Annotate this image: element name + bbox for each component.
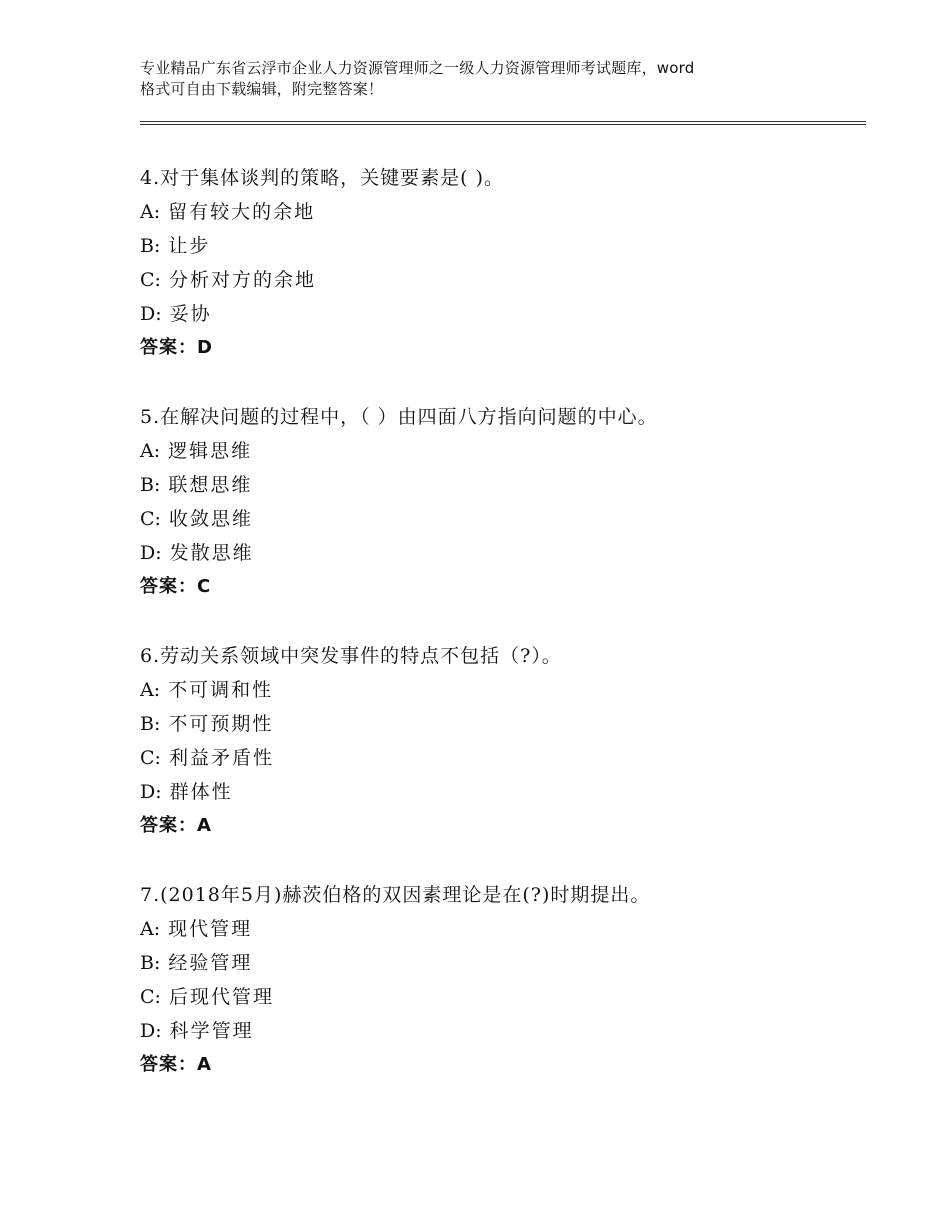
- question-stem: 6.劳动关系领域中突发事件的特点不包括（?）。: [140, 645, 562, 667]
- option-letter: A:: [140, 201, 161, 223]
- option-text: 分析对方的余地: [160, 269, 316, 291]
- option-letter: C:: [140, 747, 161, 769]
- option-text: 现代管理: [160, 918, 253, 940]
- option-b: [140, 468, 860, 502]
- option-text: 妥协: [161, 303, 212, 325]
- option-a: [140, 434, 860, 468]
- option-text: 群体性: [161, 781, 233, 803]
- option-text: 让步: [160, 235, 211, 257]
- option-letter: A:: [140, 440, 161, 462]
- option-letter: D:: [140, 781, 162, 803]
- option-d: [140, 1014, 860, 1048]
- answer-line: 答案：C: [140, 576, 212, 597]
- option-text: 利益矛盾性: [160, 747, 274, 769]
- option-d: [140, 536, 860, 570]
- option-text: 收敛思维: [160, 508, 253, 530]
- document-header: [140, 58, 840, 100]
- option-letter: C:: [140, 508, 161, 530]
- option-text: 发散思维: [161, 542, 254, 564]
- question-stem: 7.(2018年5月)赫茨伯格的双因素理论是在(?)时期提出。: [140, 884, 651, 906]
- question-7: [140, 878, 860, 1082]
- answer-line: 答案：A: [140, 1054, 212, 1075]
- option-text: 经验管理: [160, 952, 253, 974]
- option-c: [140, 741, 860, 775]
- option-letter: B:: [140, 235, 161, 257]
- option-letter: B:: [140, 952, 161, 974]
- option-b: [140, 946, 860, 980]
- question-stem: 5.在解决问题的过程中，（ ）由四面八方指向问题的中心。: [140, 406, 658, 428]
- question-5: [140, 400, 860, 604]
- option-text: 后现代管理: [160, 986, 274, 1008]
- question-4: [140, 161, 860, 365]
- option-letter: D:: [140, 542, 162, 564]
- option-a: [140, 673, 860, 707]
- option-c: [140, 502, 860, 536]
- option-letter: A:: [140, 918, 161, 940]
- option-d: [140, 775, 860, 809]
- option-letter: D:: [140, 1020, 162, 1042]
- option-text: 留有较大的余地: [160, 201, 316, 223]
- option-c: [140, 263, 860, 297]
- option-text: 科学管理: [161, 1020, 254, 1042]
- option-letter: B:: [140, 474, 161, 496]
- option-text: 不可预期性: [160, 713, 274, 735]
- option-letter: B:: [140, 713, 161, 735]
- option-b: [140, 707, 860, 741]
- header-line-2: 格式可自由下载编辑，附完整答案！: [140, 80, 384, 98]
- option-letter: A:: [140, 679, 161, 701]
- option-c: [140, 980, 860, 1014]
- option-letter: C:: [140, 269, 161, 291]
- question-stem: 4.对于集体谈判的策略，关键要素是( )。: [140, 167, 504, 189]
- option-a: [140, 195, 860, 229]
- answer-line: 答案：D: [140, 337, 213, 358]
- option-b: [140, 229, 860, 263]
- option-a: [140, 912, 860, 946]
- header-line-1: 专业精品广东省云浮市企业人力资源管理师之一级人力资源管理师考试题库，word: [140, 59, 695, 77]
- option-text: 逻辑思维: [160, 440, 253, 462]
- question-6: [140, 639, 860, 843]
- answer-line: 答案：A: [140, 815, 212, 836]
- header-rule-top: [140, 121, 866, 122]
- option-text: 不可调和性: [160, 679, 274, 701]
- option-letter: D:: [140, 303, 162, 325]
- option-text: 联想思维: [160, 474, 253, 496]
- option-d: [140, 297, 860, 331]
- option-letter: C:: [140, 986, 161, 1008]
- header-rule-bottom: [140, 124, 866, 125]
